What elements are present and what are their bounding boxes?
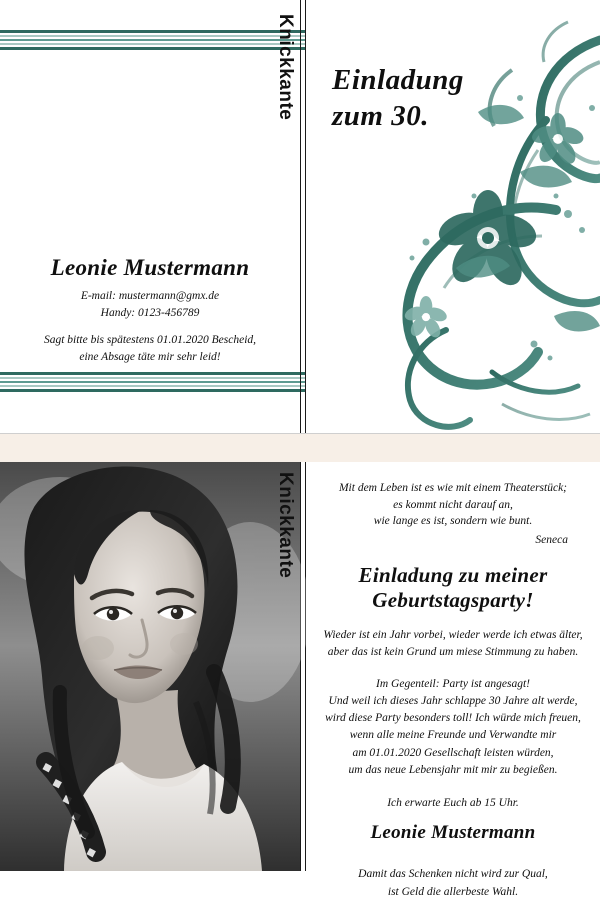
rsvp-line-1: Sagt bitte bis spätestens 01.01.2020 Bescheid,: [43, 334, 257, 346]
cream-top-strip: [0, 434, 600, 462]
quote-line-1: Mit dem Leben ist es wie mit einem Theaterstück;: [338, 482, 568, 494]
back-panel: [0, 0, 300, 434]
paragraph-two-line-5: am 01.01.2020 Gesellschaft leisten würden,: [352, 746, 554, 759]
contact-phone: Handy: 0123-456789: [100, 307, 200, 320]
paragraph-one-line-1: Wieder ist ein Jahr vorbei, wieder werde ich etwas älter,: [323, 629, 583, 642]
fold-line-top-left: [300, 0, 301, 434]
inside-heading: [312, 563, 594, 613]
contact-details: [0, 288, 300, 323]
quote-line-2: es kommt nicht darauf an,: [393, 498, 513, 511]
rsvp-line-2: eine Absage täte mir sehr leid!: [79, 351, 221, 364]
portrait-photo: [0, 462, 300, 871]
card-outside: [0, 0, 600, 434]
inside-heading-line-1: Einladung zu meiner: [358, 562, 548, 587]
paragraph-two-line-4: wenn alle meine Freunde und Verwandte mir: [349, 729, 557, 742]
quote-line-3: wie lange es ist, sondern wie bunt.: [373, 515, 533, 528]
fold-line-bottom-left: [300, 462, 301, 871]
fold-label-bottom: Knickkante: [275, 472, 296, 579]
paragraph-one-line-2: aber das ist kein Grund um miese Stimmung zu haben.: [327, 646, 579, 659]
inside-heading-line-2: Geburtstagsparty!: [372, 587, 534, 612]
cover-title: [332, 62, 464, 135]
signature-name: Leonie Mustermann: [370, 822, 536, 844]
fold-label-top: Knickkante: [275, 14, 296, 121]
gift-note: [322, 866, 584, 901]
gift-note-line-2: ist Geld die allerbeste Wahl.: [387, 885, 519, 898]
paragraph-two-line-2: Und weil ich dieses Jahr schlappe 30 Jahre alt werde,: [328, 694, 578, 707]
gift-note-line-1: Damit das Schenken nicht wird zur Qual,: [358, 868, 548, 881]
inside-text-panel: [306, 462, 600, 898]
host-name: Leonie Mustermann: [50, 255, 250, 280]
front-cover: [306, 0, 600, 434]
cover-title-line-1: Einladung: [332, 64, 464, 96]
cover-title-line-2: zum 30.: [332, 100, 429, 133]
paragraph-one: [322, 627, 584, 662]
portrait-photo-image: [0, 462, 300, 871]
quote-author: Seneca: [535, 534, 568, 547]
paragraph-two: [322, 676, 584, 780]
paragraph-two-line-1: Im Gegenteil: Party ist angesagt!: [376, 677, 530, 690]
paragraph-two-line-6: um das neue Lebensjahr mit mir zu begießen.: [348, 763, 558, 776]
paragraph-two-line-3: wird diese Party besonders toll! Ich würde mich freuen,: [325, 712, 581, 725]
opening-quote: [320, 480, 586, 549]
contact-email: E-mail: mustermann@gmx.de: [80, 290, 220, 302]
card-inside: [0, 434, 600, 898]
rsvp-note: [0, 332, 300, 367]
start-time-line: Ich erwarte Euch ab 15 Uhr.: [387, 797, 519, 810]
